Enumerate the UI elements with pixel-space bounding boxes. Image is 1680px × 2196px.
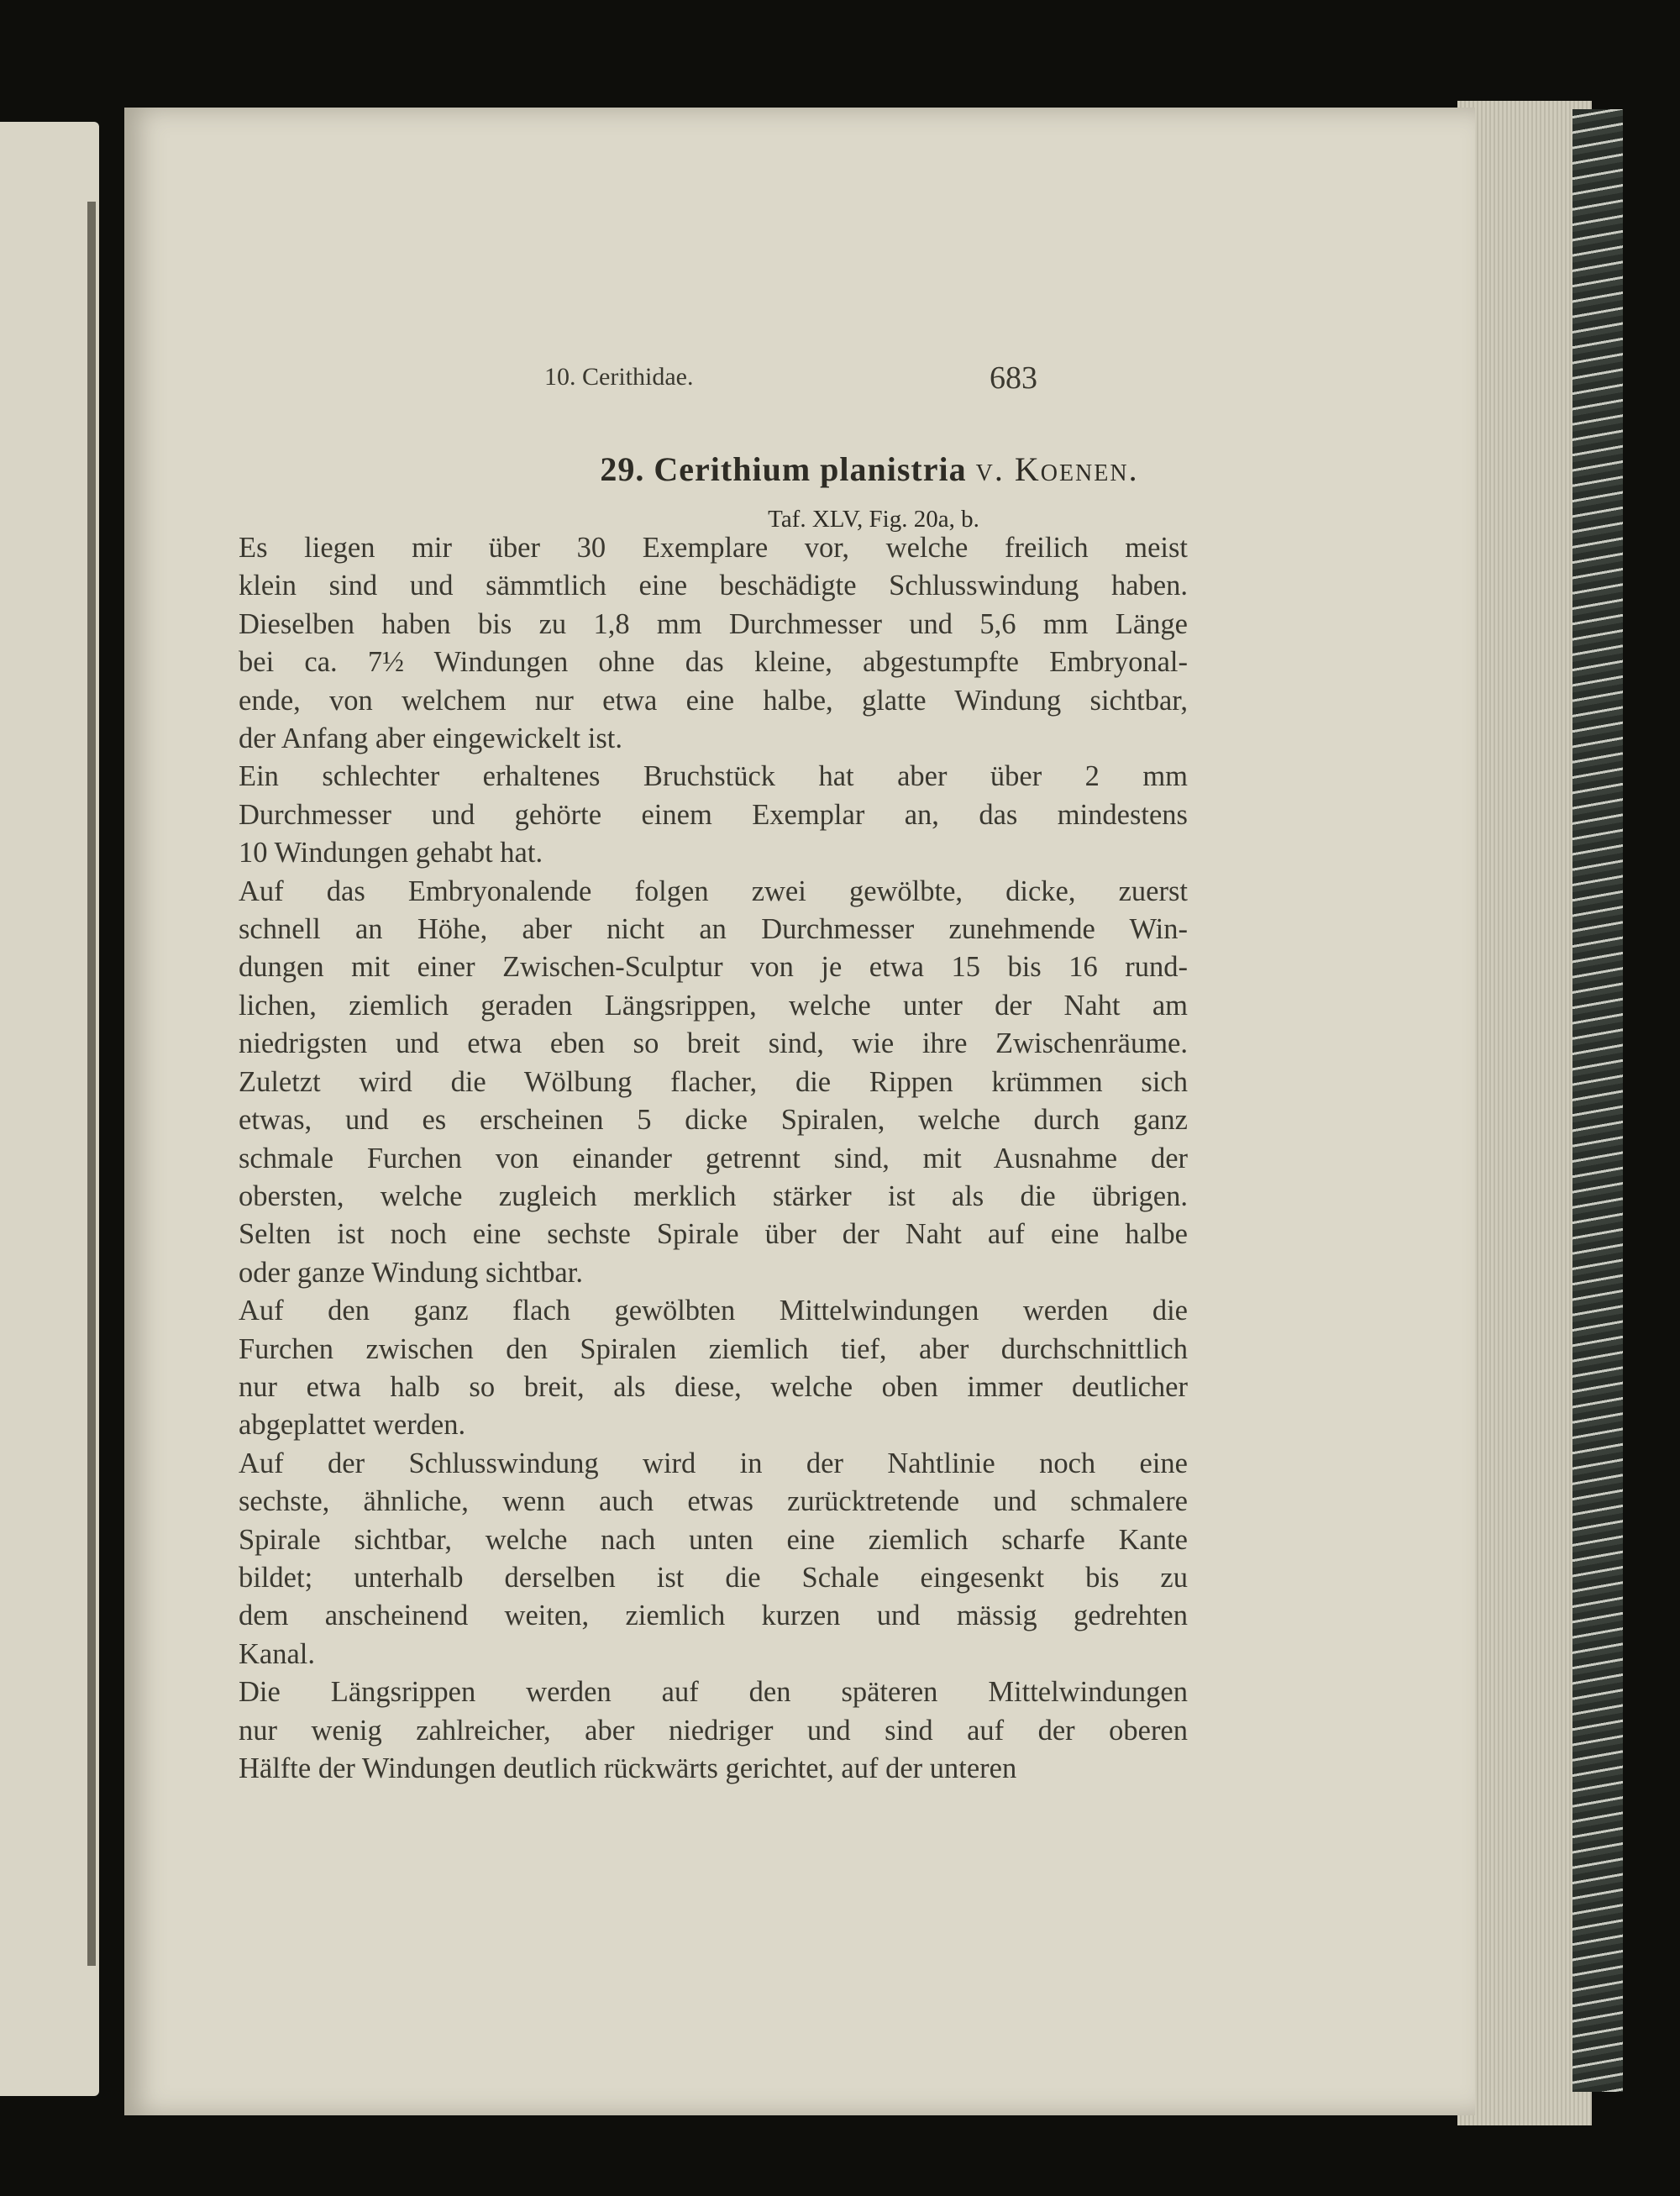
left-page-edge bbox=[0, 122, 99, 2096]
text-line: niedrigsten und etwa eben so breit sind, wie ihre Zwischenräume. bbox=[239, 1027, 1188, 1060]
text-line: etwas, und es erscheinen 5 dicke Spiralen, welche durch ganz bbox=[239, 1104, 1188, 1137]
book-binding bbox=[1572, 109, 1623, 2092]
section-title-block bbox=[0, 449, 1680, 533]
text-line: klein sind und sämmtlich eine beschädigte Schlusswindung haben. bbox=[239, 570, 1188, 602]
text-line: Spirale sichtbar, welche nach unten eine ziemlich scharfe Kante bbox=[239, 1523, 1188, 1556]
text-line: Furchen zwischen den Spiralen ziemlich tief, aber durchschnittlich bbox=[239, 1332, 1188, 1365]
text-line: bildet; unterhalb derselben ist die Schale eingesenkt bis zu bbox=[239, 1561, 1188, 1594]
text-line: Zuletzt wird die Wölbung flacher, die Rippen krümmen sich bbox=[239, 1065, 1188, 1098]
text-line: obersten, welche zugleich merklich stärker ist als die übrigen. bbox=[239, 1179, 1188, 1212]
page-number: 683 bbox=[990, 360, 1037, 396]
paragraph bbox=[195, 529, 1188, 758]
text-line: Ein schlechter erhaltenes Bruchstück hat aber über 2 mm bbox=[239, 760, 1188, 793]
text-line: dem anscheinend weiten, ziemlich kurzen und mässig gedrehten bbox=[239, 1600, 1188, 1632]
text-line: Auf der Schlusswindung wird in der Nahtlinie noch eine bbox=[239, 1447, 1188, 1479]
text-line: Es liegen mir über 30 Exemplare vor, welche freilich meist bbox=[239, 532, 1188, 564]
species-name: Cerithium planistria bbox=[654, 450, 967, 488]
text-line: ende, von welchem nur etwa eine halbe, glatte Windung sichtbar, bbox=[239, 684, 1188, 717]
text-line: Dieselben haben bis zu 1,8 mm Durchmesser und 5,6 mm Länge bbox=[239, 607, 1188, 640]
text-line: Auf den ganz flach gewölbten Mittelwindungen werden die bbox=[239, 1295, 1188, 1327]
text-line: lichen, ziemlich geraden Längsrippen, welche unter der Naht am bbox=[239, 989, 1188, 1022]
text-line: Hälfte der Windungen deutlich rückwärts gerichtet, auf der unteren bbox=[239, 1752, 1017, 1784]
text-line: bei ca. 7½ Windungen ohne das kleine, abgestumpfte Embryonal- bbox=[239, 646, 1188, 679]
text-line: dungen mit einer Zwischen-Sculptur von je etwa 15 bis 16 rund- bbox=[239, 951, 1188, 984]
species-number: 29. bbox=[600, 450, 645, 488]
text-line: Auf das Embryonalende folgen zwei gewölbte, dicke, zuerst bbox=[239, 875, 1188, 907]
text-line: Durchmesser und gehörte einem Exemplar an, das mindestens bbox=[239, 798, 1188, 831]
text-line: abgeplattet werden. bbox=[239, 1409, 466, 1442]
plate-reference: Taf. XLV, Fig. 20a, b. bbox=[768, 506, 979, 533]
text-line: nur wenig zahlreicher, aber niedriger und sind auf der oberen bbox=[239, 1714, 1188, 1747]
text-line: 10 Windungen gehabt hat. bbox=[239, 837, 543, 869]
species-author: v. Koenen. bbox=[975, 450, 1139, 488]
paragraph bbox=[195, 1445, 1188, 1673]
body-text bbox=[195, 529, 1188, 1788]
text-line: Kanal. bbox=[239, 1637, 316, 1670]
text-line: Die Längsrippen werden auf den späteren Mittelwindungen bbox=[239, 1676, 1188, 1709]
text-line: der Anfang aber eingewickelt ist. bbox=[239, 722, 622, 755]
paragraph bbox=[195, 758, 1188, 872]
text-line: nur etwa halb so breit, als diese, welche oben immer deutlicher bbox=[239, 1370, 1188, 1403]
species-title bbox=[0, 449, 1680, 489]
paragraph bbox=[195, 873, 1188, 1292]
text-line: schnell an Höhe, aber nicht an Durchmesser zunehmende Win- bbox=[239, 913, 1188, 946]
paragraph bbox=[195, 1673, 1188, 1788]
text-line: sechste, ähnliche, wenn auch etwas zurücktretende und schmalere bbox=[239, 1485, 1188, 1518]
paragraph bbox=[195, 1292, 1188, 1445]
text-line: Selten ist noch eine sechste Spirale über der Naht auf eine halbe bbox=[239, 1218, 1188, 1251]
text-line: schmale Furchen von einander getrennt sind, mit Ausnahme der bbox=[239, 1142, 1188, 1174]
running-head: 10. Cerithidae. bbox=[544, 363, 694, 391]
page-header bbox=[0, 360, 1680, 405]
text-line: oder ganze Windung sichtbar. bbox=[239, 1256, 583, 1289]
